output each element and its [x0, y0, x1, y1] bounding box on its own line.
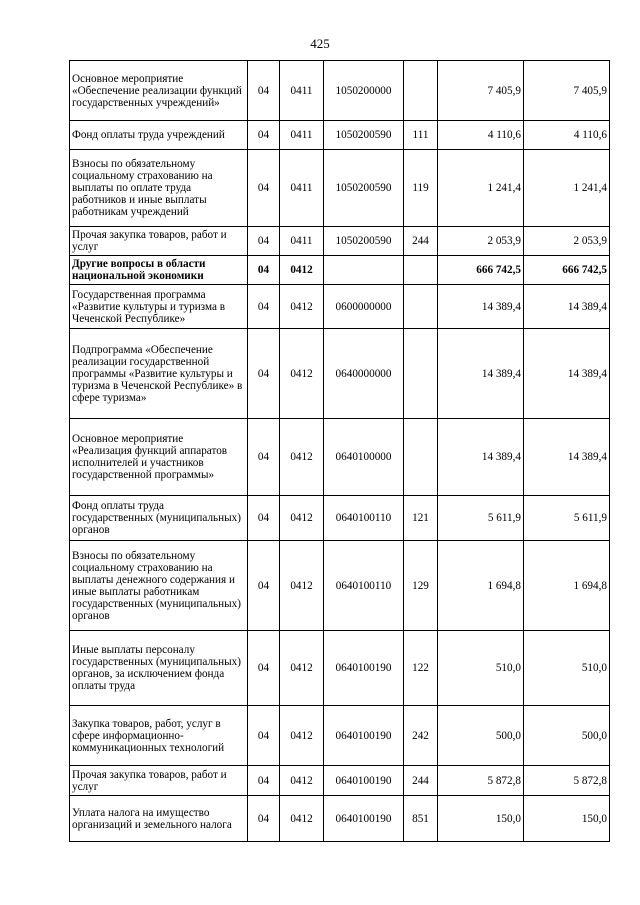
amount-year-1: 5 872,8 — [438, 766, 524, 796]
section-code: 04 — [248, 541, 280, 631]
table-row — [70, 796, 610, 842]
row-description: Основное мероприятие «Обеспечение реализации функций государственных учреждений» — [70, 61, 248, 121]
row-description: Подпрограмма «Обеспечение реализации государственной программы «Развитие культуры и туризма в Чеченской Республике» в сфере туризма» — [70, 329, 248, 419]
target-article-code: 1050200000 — [324, 61, 404, 121]
row-description: Взносы по обязательному социальному страхованию на выплаты по оплате труда работников и иные выплаты работникам учреждений — [70, 150, 248, 227]
amount-year-2: 5 872,8 — [524, 766, 610, 796]
target-article-code: 1050200590 — [324, 121, 404, 150]
target-article-code: 1050200590 — [324, 227, 404, 256]
amount-year-2: 510,0 — [524, 631, 610, 706]
amount-year-1: 150,0 — [438, 796, 524, 842]
table-row — [70, 766, 610, 796]
page-number: 425 — [310, 36, 330, 51]
table-row — [70, 329, 610, 419]
subsection-code: 0412 — [280, 796, 324, 842]
target-article-code: 0640000000 — [324, 329, 404, 419]
amount-year-2: 1 694,8 — [524, 541, 610, 631]
amount-year-2: 5 611,9 — [524, 496, 610, 541]
amount-year-1: 510,0 — [438, 631, 524, 706]
section-code: 04 — [248, 419, 280, 496]
amount-year-1: 4 110,6 — [438, 121, 524, 150]
row-description: Прочая закупка товаров, работ и услуг — [70, 227, 248, 256]
amount-year-1: 14 389,4 — [438, 419, 524, 496]
amount-year-1: 7 405,9 — [438, 61, 524, 121]
section-code: 04 — [248, 256, 280, 285]
section-code: 04 — [248, 796, 280, 842]
table-row — [70, 150, 610, 227]
target-article-code: 0600000000 — [324, 285, 404, 329]
target-article-code: 0640100110 — [324, 496, 404, 541]
section-code: 04 — [248, 631, 280, 706]
section-code: 04 — [248, 61, 280, 121]
section-code: 04 — [248, 496, 280, 541]
section-code: 04 — [248, 766, 280, 796]
amount-year-2: 1 241,4 — [524, 150, 610, 227]
subsection-code: 0412 — [280, 631, 324, 706]
amount-year-2: 666 742,5 — [524, 256, 610, 285]
amount-year-2: 7 405,9 — [524, 61, 610, 121]
row-description: Основное мероприятие «Реализация функций аппаратов исполнителей и участников государственной программы» — [70, 419, 248, 496]
row-description: Взносы по обязательному социальному страхованию на выплаты денежного содержания и иные выплаты работникам государственных (муниципальных) органов — [70, 541, 248, 631]
expense-type-code: 111 — [404, 121, 438, 150]
section-code: 04 — [248, 150, 280, 227]
amount-year-1: 500,0 — [438, 706, 524, 766]
row-description: Государственная программа «Развитие культуры и туризма в Чеченской Республике» — [70, 285, 248, 329]
expense-type-code: 851 — [404, 796, 438, 842]
subsection-code: 0412 — [280, 285, 324, 329]
row-description: Другие вопросы в области национальной экономики — [70, 256, 248, 285]
expense-type-code: 244 — [404, 766, 438, 796]
table-row — [70, 631, 610, 706]
expense-type-code — [404, 285, 438, 329]
row-description: Иные выплаты персоналу государственных (муниципальных) органов, за исключением фонда оплаты труда — [70, 631, 248, 706]
expense-type-code: 242 — [404, 706, 438, 766]
subsection-code: 0412 — [280, 329, 324, 419]
section-code: 04 — [248, 285, 280, 329]
table-row — [70, 121, 610, 150]
table-row — [70, 496, 610, 541]
table-row — [70, 285, 610, 329]
expense-type-code: 122 — [404, 631, 438, 706]
section-code: 04 — [248, 121, 280, 150]
amount-year-1: 14 389,4 — [438, 329, 524, 419]
subsection-code: 0412 — [280, 541, 324, 631]
amount-year-1: 666 742,5 — [438, 256, 524, 285]
target-article-code: 0640100000 — [324, 419, 404, 496]
amount-year-2: 14 389,4 — [524, 285, 610, 329]
target-article-code — [324, 256, 404, 285]
expense-type-code — [404, 61, 438, 121]
amount-year-1: 1 241,4 — [438, 150, 524, 227]
expense-type-code: 121 — [404, 496, 438, 541]
table-row — [70, 419, 610, 496]
amount-year-2: 14 389,4 — [524, 329, 610, 419]
row-description: Прочая закупка товаров, работ и услуг — [70, 766, 248, 796]
expense-type-code — [404, 329, 438, 419]
target-article-code: 1050200590 — [324, 150, 404, 227]
section-code: 04 — [248, 227, 280, 256]
amount-year-2: 4 110,6 — [524, 121, 610, 150]
amount-year-1: 14 389,4 — [438, 285, 524, 329]
subsection-code: 0411 — [280, 61, 324, 121]
subsection-code: 0412 — [280, 256, 324, 285]
target-article-code: 0640100110 — [324, 541, 404, 631]
subsection-code: 0411 — [280, 227, 324, 256]
amount-year-1: 2 053,9 — [438, 227, 524, 256]
section-code: 04 — [248, 706, 280, 766]
row-description: Закупка товаров, работ, услуг в сфере информационно-коммуникационных технологий — [70, 706, 248, 766]
expense-type-code: 244 — [404, 227, 438, 256]
section-code: 04 — [248, 329, 280, 419]
row-description: Уплата налога на имущество организаций и земельного налога — [70, 796, 248, 842]
expense-type-code — [404, 419, 438, 496]
subsection-code: 0412 — [280, 496, 324, 541]
row-description: Фонд оплаты труда государственных (муниципальных) органов — [70, 496, 248, 541]
amount-year-2: 2 053,9 — [524, 227, 610, 256]
row-description: Фонд оплаты труда учреждений — [70, 121, 248, 150]
subsection-code: 0412 — [280, 766, 324, 796]
amount-year-1: 1 694,8 — [438, 541, 524, 631]
table-row — [70, 227, 610, 256]
amount-year-2: 500,0 — [524, 706, 610, 766]
expense-type-code: 119 — [404, 150, 438, 227]
budget-table — [69, 60, 610, 842]
table-row — [70, 541, 610, 631]
table-row — [70, 256, 610, 285]
target-article-code: 0640100190 — [324, 631, 404, 706]
amount-year-2: 150,0 — [524, 796, 610, 842]
amount-year-2: 14 389,4 — [524, 419, 610, 496]
target-article-code: 0640100190 — [324, 706, 404, 766]
expense-type-code — [404, 256, 438, 285]
amount-year-1: 5 611,9 — [438, 496, 524, 541]
subsection-code: 0412 — [280, 706, 324, 766]
target-article-code: 0640100190 — [324, 796, 404, 842]
subsection-code: 0411 — [280, 121, 324, 150]
table-row — [70, 61, 610, 121]
budget-table-body — [70, 61, 610, 842]
target-article-code: 0640100190 — [324, 766, 404, 796]
expense-type-code: 129 — [404, 541, 438, 631]
table-row — [70, 706, 610, 766]
subsection-code: 0411 — [280, 150, 324, 227]
subsection-code: 0412 — [280, 419, 324, 496]
